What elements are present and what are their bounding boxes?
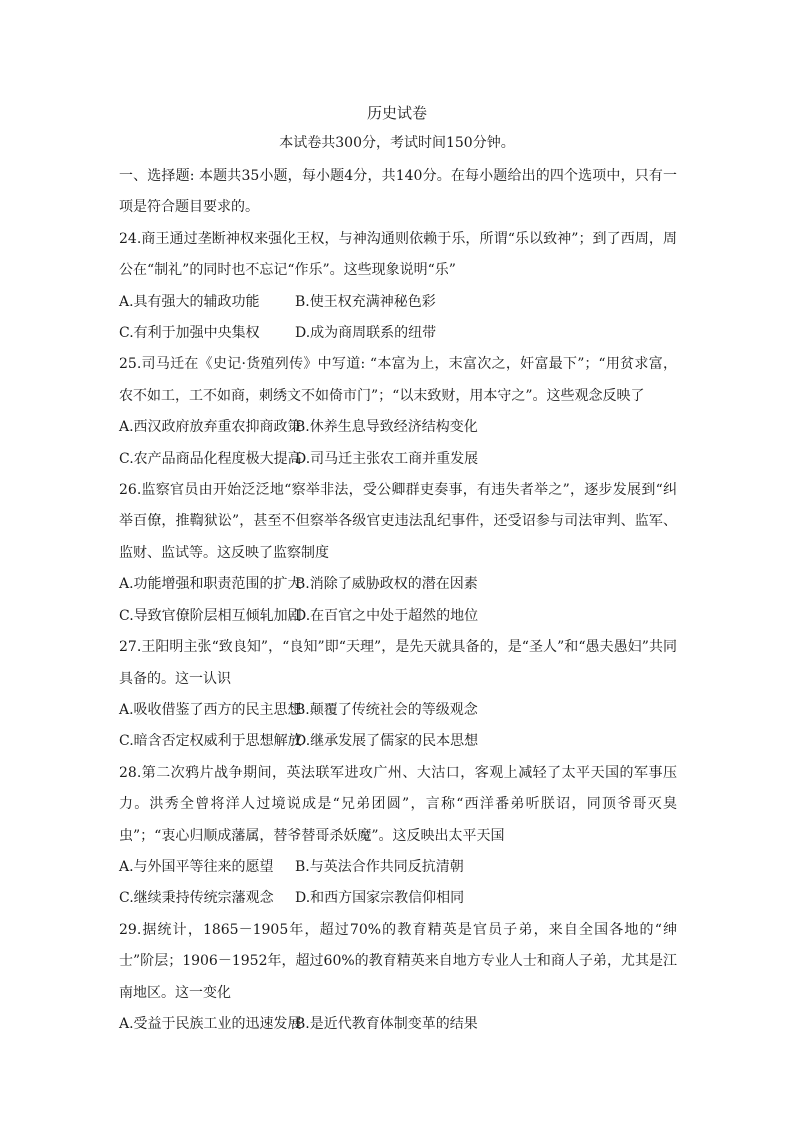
question-28-options-row-2: [119, 883, 677, 914]
question-27-options-row-2: [119, 726, 677, 757]
question-26-option-c: C.导致官僚阶层相互倾轧加剧: [119, 607, 302, 624]
question-28-stem: 28.第二次鸦片战争期间，英法联军进攻广州、大沽口，客观上减轻了太平天国的军事压力。洪秀全曾将洋人过境说成是“兄弟团圆”，言称“西洋番弟听朕诏，同顶爷哥灭臭虫”；“衷心归顺成藩属，替爷替哥杀妖魔”。这反映出太平天国: [119, 764, 677, 844]
question-29-options-row-1: [119, 1009, 677, 1040]
question-27-option-c: C.暗含否定权威利于思想解放: [119, 733, 302, 750]
question-25-option-d: D.司马迁主张农工商并重发展: [295, 450, 479, 467]
question-27-options-row-1: [119, 695, 677, 726]
question-25-option-c: C.农产品商品化程度极大提高: [119, 450, 302, 467]
question-29-option-a: A.受益于民族工业的迅速发展: [119, 1015, 302, 1032]
question-27-option-b: B.颠覆了传统社会的等级观念: [295, 701, 478, 718]
question-26-option-a: A.功能增强和职责范围的扩大: [119, 576, 302, 593]
question-29-option-b: B.是近代教育体制变革的结果: [295, 1015, 478, 1032]
question-28-option-d: D.和西方国家宗教信仰相同: [295, 890, 465, 907]
exam-subtitle: 本试卷共300分，考试时间150分钟。: [279, 135, 515, 151]
question-26-option-d: D.在百官之中处于超然的地位: [295, 607, 479, 624]
question-24-option-c: C.有利于加强中央集权: [119, 325, 260, 342]
question-28-option-c: C.继续秉持传统宗藩观念: [119, 890, 274, 907]
question-28-option-b: B.与英法合作共同反抗清朝: [295, 858, 464, 875]
question-28-options-row-1: [119, 852, 677, 883]
section-instructions: 一、选择题: 本题共35小题，每小题4分，共140分。在每小题给出的四个选项中，只有一项是符合题目要求的。: [119, 168, 677, 216]
question-28-option-a: A.与外国平等往来的愿望: [119, 858, 274, 875]
question-25-stem: 25.司马迁在《史记·货殖列传》中写道: “本富为上，末富次之，奸富最下”；“用贫求富，农不如工，工不如商，刺绣文不如倚市门”；“以末致财，用本守之”。这些观念反映了: [119, 356, 677, 404]
question-24-option-d: D.成为商周联系的纽带: [295, 325, 437, 342]
question-25-options-row-2: [119, 444, 677, 475]
question-25-option-a: A.西汉政府放弃重农抑商政策: [119, 419, 302, 436]
question-26-option-b: B.消除了威胁政权的潜在因素: [295, 576, 478, 593]
question-24-options-row-2: [119, 318, 677, 349]
question-29-stem: 29.据统计，1865－1905年，超过70%的教育精英是官员子弟，来自全国各地的“绅士”阶层；1906－1952年，超过60%的教育精英来自地方专业人士和商人子弟，尤其是江南地区。这一变化: [119, 921, 677, 1001]
question-27-option-d: D.继承发展了儒家的民本思想: [295, 733, 479, 750]
question-24-option-b: B.使王权充满神秘色彩: [295, 293, 436, 310]
exam-content: [119, 161, 677, 1040]
question-26-options-row-1: [119, 569, 677, 600]
question-24-options-row-1: [119, 287, 677, 318]
exam-title: 历史试卷: [366, 104, 427, 122]
question-26-stem: 26.监察官员由开始泛泛地“察举非法，受公卿群吏奏事，有违失者举之”，逐步发展到“纠举百僚，推鞫狱讼”，甚至不但察举各级官吏违法乱纪事件，还受诏参与司法审判、监军、监财、监试等。这反映了监察制度: [119, 482, 677, 561]
question-26-options-row-2: [119, 601, 677, 632]
question-25-options-row-1: [119, 412, 677, 443]
question-25-option-b: B.休养生息导致经济结构变化: [295, 419, 478, 436]
question-24-stem: 24.商王通过垄断神权来强化王权，与神沟通则依赖于乐，所谓“乐以致神”；到了西周，周公在“制礼”的同时也不忘记“作乐”。这些现象说明“乐”: [119, 230, 677, 279]
question-24-option-a: A.具有强大的辅政功能: [119, 293, 260, 310]
question-27-stem: 27.王阳明主张“致良知”，“良知”即“天理”，是先天就具备的，是“圣人”和“愚夫愚妇”共同具备的。这一认识: [119, 639, 677, 687]
question-27-option-a: A.吸收借鉴了西方的民主思想: [119, 701, 302, 718]
